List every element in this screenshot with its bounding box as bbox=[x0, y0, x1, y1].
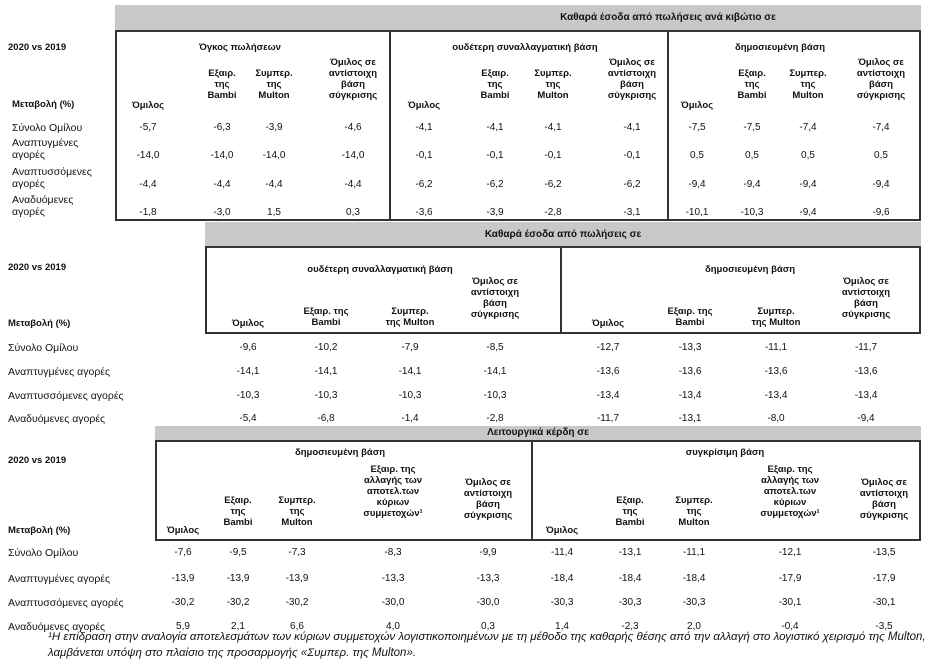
table1-cell: -14,0 bbox=[341, 150, 365, 161]
table3-col-header: Εξαιρ. της Bambi bbox=[223, 495, 253, 528]
table1-cell: 0,5 bbox=[801, 150, 815, 161]
table3-cell: -30,0 bbox=[476, 597, 500, 608]
table2-divider bbox=[560, 246, 562, 334]
table2-cell: -13,4 bbox=[764, 390, 788, 401]
table3-cell: -18,4 bbox=[550, 573, 574, 584]
table1-cell: -4,4 bbox=[344, 179, 362, 190]
table3-cell: -9,5 bbox=[229, 547, 247, 558]
table3-col-header: Εξαιρ. της αλλαγής των αποτελ.των κύριων συμμετοχών¹ bbox=[363, 464, 423, 519]
table3-cell: 4,0 bbox=[386, 621, 400, 632]
table1-row-label: Αναδυόμενες αγορές bbox=[12, 194, 74, 218]
table3-cell: -30,0 bbox=[381, 597, 405, 608]
table3-cell: -30,3 bbox=[550, 597, 574, 608]
table2-cell: -10,3 bbox=[236, 390, 260, 401]
table3-cell: -8,3 bbox=[384, 547, 402, 558]
table3-cell: -30,2 bbox=[226, 597, 250, 608]
table2-cell: -13,4 bbox=[854, 390, 878, 401]
table1-cell: -0,1 bbox=[415, 150, 433, 161]
table1-col-header: Όμιλος σε αντίστοιχη βάση σύγκρισης bbox=[856, 57, 906, 101]
table2-cell: -10,3 bbox=[398, 390, 422, 401]
table1-cell: -14,0 bbox=[136, 150, 160, 161]
table1-cell: -4,4 bbox=[213, 179, 231, 190]
table1-cell: -3,6 bbox=[415, 207, 433, 218]
table2-cell: -14,1 bbox=[483, 366, 507, 377]
table1-cell: 0,5 bbox=[874, 150, 888, 161]
table1-cell: -9,4 bbox=[799, 207, 817, 218]
table2-cell: -14,1 bbox=[314, 366, 338, 377]
table1-cell: -6,3 bbox=[213, 122, 231, 133]
table2-cell: -13,6 bbox=[854, 366, 878, 377]
table1-cell: -10,1 bbox=[685, 207, 709, 218]
table2-cell: -9,4 bbox=[857, 413, 875, 424]
table3-col-header: Συμπερ. της Multon bbox=[675, 495, 713, 528]
table3-cell: -17,9 bbox=[778, 573, 802, 584]
table2-cell: -9,6 bbox=[239, 342, 257, 353]
table2-row-label: Αναπτυσσόμενες αγορές bbox=[8, 390, 124, 402]
table2-cell: -10,3 bbox=[483, 390, 507, 401]
table2-col-header: Συμπερ. της Multon bbox=[751, 306, 801, 328]
table2-col-header: Όμιλος bbox=[231, 318, 265, 329]
table1-col-header: Εξαιρ. της Bambi bbox=[207, 68, 237, 101]
table3-cell: -30,1 bbox=[872, 597, 896, 608]
table2-cell: -11,7 bbox=[596, 413, 620, 424]
table2-col-header: Συμπερ. της Multon bbox=[385, 306, 435, 328]
table3-cell: -17,9 bbox=[872, 573, 896, 584]
table3-title: Λειτουργικά κέρδη σε bbox=[155, 426, 921, 440]
table1-cell: 0,3 bbox=[346, 207, 360, 218]
table2-cell: -13,6 bbox=[678, 366, 702, 377]
table2-col-header: Εξαιρ. της Bambi bbox=[303, 306, 349, 328]
table1-cell: -7,5 bbox=[743, 122, 761, 133]
table1-col-header: Όμιλος bbox=[680, 100, 714, 111]
table1-cell: -0,1 bbox=[623, 150, 641, 161]
table1-col-header: Συμπερ. της Multon bbox=[255, 68, 293, 101]
table2-col-header: Όμιλος bbox=[591, 318, 625, 329]
table3-cell: 2,1 bbox=[231, 621, 245, 632]
table3-cell: -18,4 bbox=[682, 573, 706, 584]
table1-row-label: Αναπτυγμένες αγορές bbox=[12, 137, 79, 161]
table1-cell: -0,1 bbox=[544, 150, 562, 161]
table2-cell: -6,8 bbox=[317, 413, 335, 424]
table2-cell: -14,1 bbox=[236, 366, 260, 377]
table2-col-header: Όμιλος σε αντίστοιχη βάση σύγκρισης bbox=[470, 276, 520, 320]
table1-cell: -1,8 bbox=[139, 207, 157, 218]
table3-cell: -30,3 bbox=[618, 597, 642, 608]
table1-cell: -6,2 bbox=[486, 179, 504, 190]
table1-cell: -6,2 bbox=[415, 179, 433, 190]
table3-cell: -30,2 bbox=[285, 597, 309, 608]
table1-row-label: Αναπτυσσόμενες αγορές bbox=[12, 166, 92, 190]
table3-cell: -13,3 bbox=[476, 573, 500, 584]
table1-cell: -2,8 bbox=[544, 207, 562, 218]
table3-col-header: Όμιλος bbox=[166, 525, 200, 536]
table1-cell: -5,7 bbox=[139, 122, 157, 133]
table1-cell: -3,9 bbox=[486, 207, 504, 218]
table3-cell: -11,1 bbox=[682, 547, 706, 558]
table3-cell: 6,6 bbox=[290, 621, 304, 632]
table3-cell: 2,0 bbox=[687, 621, 701, 632]
table1-cell: -14,0 bbox=[210, 150, 234, 161]
table3-cell: -30,1 bbox=[778, 597, 802, 608]
table1-col-header: Όμιλος σε αντίστοιχη βάση σύγκρισης bbox=[607, 57, 657, 101]
table2-cell: -13,1 bbox=[678, 413, 702, 424]
table3-row-label: Αναδυόμενες αγορές bbox=[8, 621, 106, 633]
table3-cell: -18,4 bbox=[618, 573, 642, 584]
table1-cell: -4,4 bbox=[265, 179, 283, 190]
table2-cell: -12,7 bbox=[596, 342, 620, 353]
table3-col-header: Όμιλος σε αντίστοιχη βάση σύγκρισης bbox=[463, 477, 513, 521]
table3-cell: 0,3 bbox=[481, 621, 495, 632]
table2-cell: -2,8 bbox=[486, 413, 504, 424]
table3-cell: -0,4 bbox=[781, 621, 799, 632]
table1-cell: -6,2 bbox=[544, 179, 562, 190]
table2-cell: -1,4 bbox=[401, 413, 419, 424]
table2-cell: -13,4 bbox=[678, 390, 702, 401]
table2-cell: -13,3 bbox=[678, 342, 702, 353]
table1-group-fx-neutral: ουδέτερη συναλλαγματική βάση bbox=[452, 42, 598, 53]
table1-period: 2020 vs 2019 bbox=[8, 42, 67, 53]
table1-cell: -0,1 bbox=[486, 150, 504, 161]
table2-cell: -8,0 bbox=[767, 413, 785, 424]
table3-col-header: Εξαιρ. της αλλαγής των αποτελ.των κύριων συμμετοχών¹ bbox=[760, 464, 820, 519]
table3-group-reported: δημοσιευμένη βάση bbox=[294, 447, 386, 458]
table2-col-header: Εξαιρ. της Bambi bbox=[667, 306, 713, 328]
table3-cell: -30,2 bbox=[171, 597, 195, 608]
table2-cell: -13,6 bbox=[596, 366, 620, 377]
table1-cell: -4,4 bbox=[139, 179, 157, 190]
table1-change-label: Μεταβολή (%) bbox=[12, 99, 75, 110]
table2-row-label: Σύνολο Ομίλου bbox=[8, 342, 79, 354]
table3-cell: -30,3 bbox=[682, 597, 706, 608]
table3-cell: -13,9 bbox=[171, 573, 195, 584]
table1-cell: -6,2 bbox=[623, 179, 641, 190]
table2-cell: -11,1 bbox=[764, 342, 788, 353]
table3-col-header: Όμιλος bbox=[545, 525, 579, 536]
table3-col-header: Συμπερ. της Multon bbox=[278, 495, 316, 528]
table2-cell: -5,4 bbox=[239, 413, 257, 424]
table2-col-header: Όμιλος σε αντίστοιχη βάση σύγκρισης bbox=[841, 276, 891, 320]
table1-group-volume: Όγκος πωλήσεων bbox=[199, 42, 281, 53]
table3-col-header: Εξαιρ. της Bambi bbox=[615, 495, 645, 528]
table1-cell: -3,1 bbox=[623, 207, 641, 218]
table1-cell: -4,1 bbox=[544, 122, 562, 133]
table1-cell: -9,4 bbox=[743, 179, 761, 190]
table1-cell: -4,1 bbox=[415, 122, 433, 133]
table3-cell: -13,5 bbox=[872, 547, 896, 558]
table3-row-label: Σύνολο Ομίλου bbox=[8, 547, 79, 559]
table1-col-header: Όμιλος σε αντίστοιχη βάση σύγκρισης bbox=[328, 57, 378, 101]
table3-row-label: Αναπτυσσόμενες αγορές bbox=[8, 597, 124, 609]
table2-title: Καθαρά έσοδα από πωλήσεις σε bbox=[205, 222, 921, 247]
table2-group-fx-neutral: ουδέτερη συναλλαγματική βάση bbox=[307, 264, 453, 275]
table1-cell: -7,5 bbox=[688, 122, 706, 133]
table1-cell: 1,5 bbox=[267, 207, 281, 218]
table3-cell: -11,4 bbox=[550, 547, 574, 558]
table1-cell: -9,4 bbox=[799, 179, 817, 190]
table1-col-header: Εξαιρ. της Bambi bbox=[480, 68, 510, 101]
table1-cell: -4,1 bbox=[623, 122, 641, 133]
footnote: ¹Η επίδραση στην αναλογία αποτελεσμάτων των κύριων συμμετοχών λογιστικοποιημένων με τη μέθοδο της καθαρής θέσης από την αλλαγή στο λογιστικό χειρισμό της Multon, λαμβάνεται υπόψη στο πλαίσιο της προσαρμογής «Συμπερ. της Multon». bbox=[48, 631, 926, 659]
table3-cell: -7,6 bbox=[174, 547, 192, 558]
table1-col-header: Συμπερ. της Multon bbox=[789, 68, 827, 101]
table3-cell: -13,9 bbox=[285, 573, 309, 584]
table3-col-header: Όμιλος σε αντίστοιχη βάση σύγκρισης bbox=[859, 477, 909, 521]
table1-cell: -9,6 bbox=[872, 207, 890, 218]
table1-cell: -9,4 bbox=[872, 179, 890, 190]
table3-group-comparable: συγκρίσιμη βάση bbox=[685, 447, 765, 458]
table1-cell: -7,4 bbox=[799, 122, 817, 133]
table3-cell: -13,9 bbox=[226, 573, 250, 584]
table1-row-label: Σύνολο Ομίλου bbox=[12, 122, 83, 134]
table1-divider-1 bbox=[389, 30, 391, 221]
table1-cell: 0,5 bbox=[690, 150, 704, 161]
table3-cell: -3,5 bbox=[875, 621, 893, 632]
table2-cell: -11,7 bbox=[854, 342, 878, 353]
table2-cell: -13,4 bbox=[596, 390, 620, 401]
table2-period: 2020 vs 2019 bbox=[8, 262, 67, 273]
table2-group-reported: δημοσιευμένη βάση bbox=[704, 264, 796, 275]
table1-col-header: Συμπερ. της Multon bbox=[534, 68, 572, 101]
table3-period: 2020 vs 2019 bbox=[8, 455, 67, 466]
table1-cell: -3,0 bbox=[213, 207, 231, 218]
table1-title: Καθαρά έσοδα από πωλήσεις ανά κιβώτιο σε bbox=[115, 5, 921, 30]
table1-cell: -4,1 bbox=[486, 122, 504, 133]
table1-col-header: Εξαιρ. της Bambi bbox=[737, 68, 767, 101]
table1-col-header: Όμιλος bbox=[407, 100, 441, 111]
table3-change-label: Μεταβολή (%) bbox=[8, 525, 71, 536]
table2-change-label: Μεταβολή (%) bbox=[8, 318, 71, 329]
table2-cell: -14,1 bbox=[398, 366, 422, 377]
table2-row-label: Αναπτυγμένες αγορές bbox=[8, 366, 111, 378]
table3-cell: -2,3 bbox=[621, 621, 639, 632]
table1-cell: -14,0 bbox=[262, 150, 286, 161]
table2-cell: -8,5 bbox=[486, 342, 504, 353]
table3-cell: -13,3 bbox=[381, 573, 405, 584]
table2-cell: -10,2 bbox=[314, 342, 338, 353]
table1-cell: 0,5 bbox=[745, 150, 759, 161]
table3-cell: -7,3 bbox=[288, 547, 306, 558]
table1-cell: -9,4 bbox=[688, 179, 706, 190]
table1-cell: -3,9 bbox=[265, 122, 283, 133]
table1-cell: -7,4 bbox=[872, 122, 890, 133]
table2-cell: -10,3 bbox=[314, 390, 338, 401]
table3-cell: -9,9 bbox=[479, 547, 497, 558]
table3-cell: -13,1 bbox=[618, 547, 642, 558]
table3-cell: -12,1 bbox=[778, 547, 802, 558]
table3-cell: 5,9 bbox=[176, 621, 190, 632]
table3-cell: 1,4 bbox=[555, 621, 569, 632]
table3-row-label: Αναπτυγμένες αγορές bbox=[8, 573, 111, 585]
table2-cell: -13,6 bbox=[764, 366, 788, 377]
table2-row-label: Αναδυόμενες αγορές bbox=[8, 413, 106, 425]
table1-cell: -4,6 bbox=[344, 122, 362, 133]
table1-col-header: Όμιλος bbox=[131, 100, 165, 111]
table2-cell: -7,9 bbox=[401, 342, 419, 353]
table1-group-reported: δημοσιευμένη βάση bbox=[734, 42, 826, 53]
table1-cell: -10,3 bbox=[740, 207, 764, 218]
